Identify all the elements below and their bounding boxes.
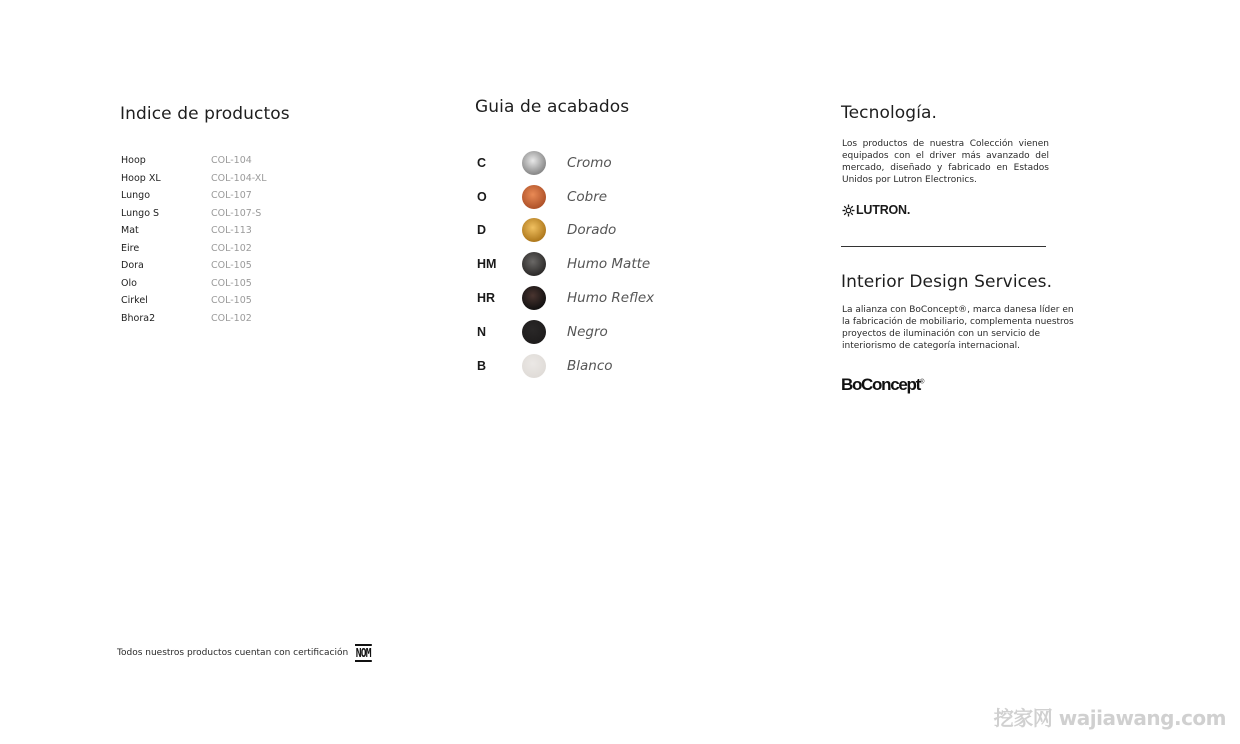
finish-name: Humo Reflex [567,290,655,307]
finishes-title: Guia de acabados [475,97,630,117]
finish-name: Humo Matte [567,256,651,273]
design-services-title: Interior Design Services. [841,272,1053,292]
lutron-logo-text: LUTRON. [856,203,911,217]
product-row [121,257,267,275]
finish-swatch [522,185,546,209]
finish-swatch [522,252,546,276]
watermark: 挖家网 wajiawang.com [993,706,1226,730]
nom-badge: NOM [355,646,371,660]
product-row [121,205,267,223]
product-name: Bhora2 [121,312,156,324]
finish-code: HM [477,257,497,272]
finish-code: O [477,189,487,204]
finish-row [477,180,654,214]
product-code: COL-107-S [211,207,262,219]
finish-row [477,315,654,349]
finish-name: Negro [567,323,608,340]
product-row [121,292,267,310]
section-divider [841,246,1046,247]
finish-code: C [477,155,487,170]
product-name: Mat [121,225,139,237]
finish-swatch [522,320,546,344]
finish-code: B [477,358,487,373]
product-name: Cirkel [121,295,148,307]
product-code: COL-104-XL [211,172,267,184]
product-row [121,187,267,205]
finish-row [477,247,654,281]
finish-swatch [522,218,546,242]
lutron-logo [842,203,910,217]
product-code: COL-105 [211,277,252,289]
product-name: Dora [121,260,144,272]
technology-text: Los productos de nuestra Colección vienen equipados con el driver más avanzado del mercado, diseñado y fabricado en Estados Unidos por Lutron Electronics. [842,139,1049,185]
finish-name: Cobre [567,188,608,205]
finish-swatch [522,354,546,378]
boconcept-logo [841,375,924,395]
product-row [121,240,267,258]
product-row [121,310,267,328]
product-row [121,170,267,188]
product-code: COL-102 [211,242,252,254]
finish-swatch [522,151,546,175]
lutron-sun-icon [842,204,855,217]
certification-text: Todos nuestros productos cuentan con certificación [117,648,349,658]
product-code: COL-105 [211,260,252,272]
product-row [121,152,267,170]
finish-code: D [477,223,487,238]
finish-row [477,281,654,315]
product-name: Lungo [121,190,151,202]
product-name: Hoop [121,155,146,167]
product-name: Hoop XL [121,172,161,184]
product-code: COL-107 [211,190,252,202]
finish-row [477,214,654,248]
index-title: Indice de productos [120,104,290,124]
technology-title: Tecnología. [841,103,938,123]
finish-code: HR [477,291,496,306]
product-code: COL-113 [211,225,252,237]
product-code: COL-102 [211,312,252,324]
product-row [121,275,267,293]
boconcept-logo-text: BoConcept [841,375,920,394]
product-name: Olo [121,277,137,289]
certification-footer [117,644,376,662]
finish-swatch [522,286,546,310]
product-name: Eire [121,242,140,254]
finish-name: Dorado [567,222,617,239]
design-services-text: La alianza con BoConcept®, marca danesa líder en la fabricación de mobiliario, complementa nuestros proyectos de iluminación con un servicio de interiorismo de categoría internacional. [842,305,1074,351]
product-name: Lungo S [121,207,160,219]
product-code: COL-104 [211,155,252,167]
finish-name: Blanco [567,357,613,374]
product-row [121,222,267,240]
product-code: COL-105 [211,295,252,307]
finish-row [477,146,654,180]
finish-list [477,146,654,383]
finish-name: Cromo [567,154,612,171]
boconcept-logo-mark: ® [919,379,925,386]
product-index [121,152,267,327]
finish-row [477,349,654,383]
finish-code: N [477,324,487,339]
